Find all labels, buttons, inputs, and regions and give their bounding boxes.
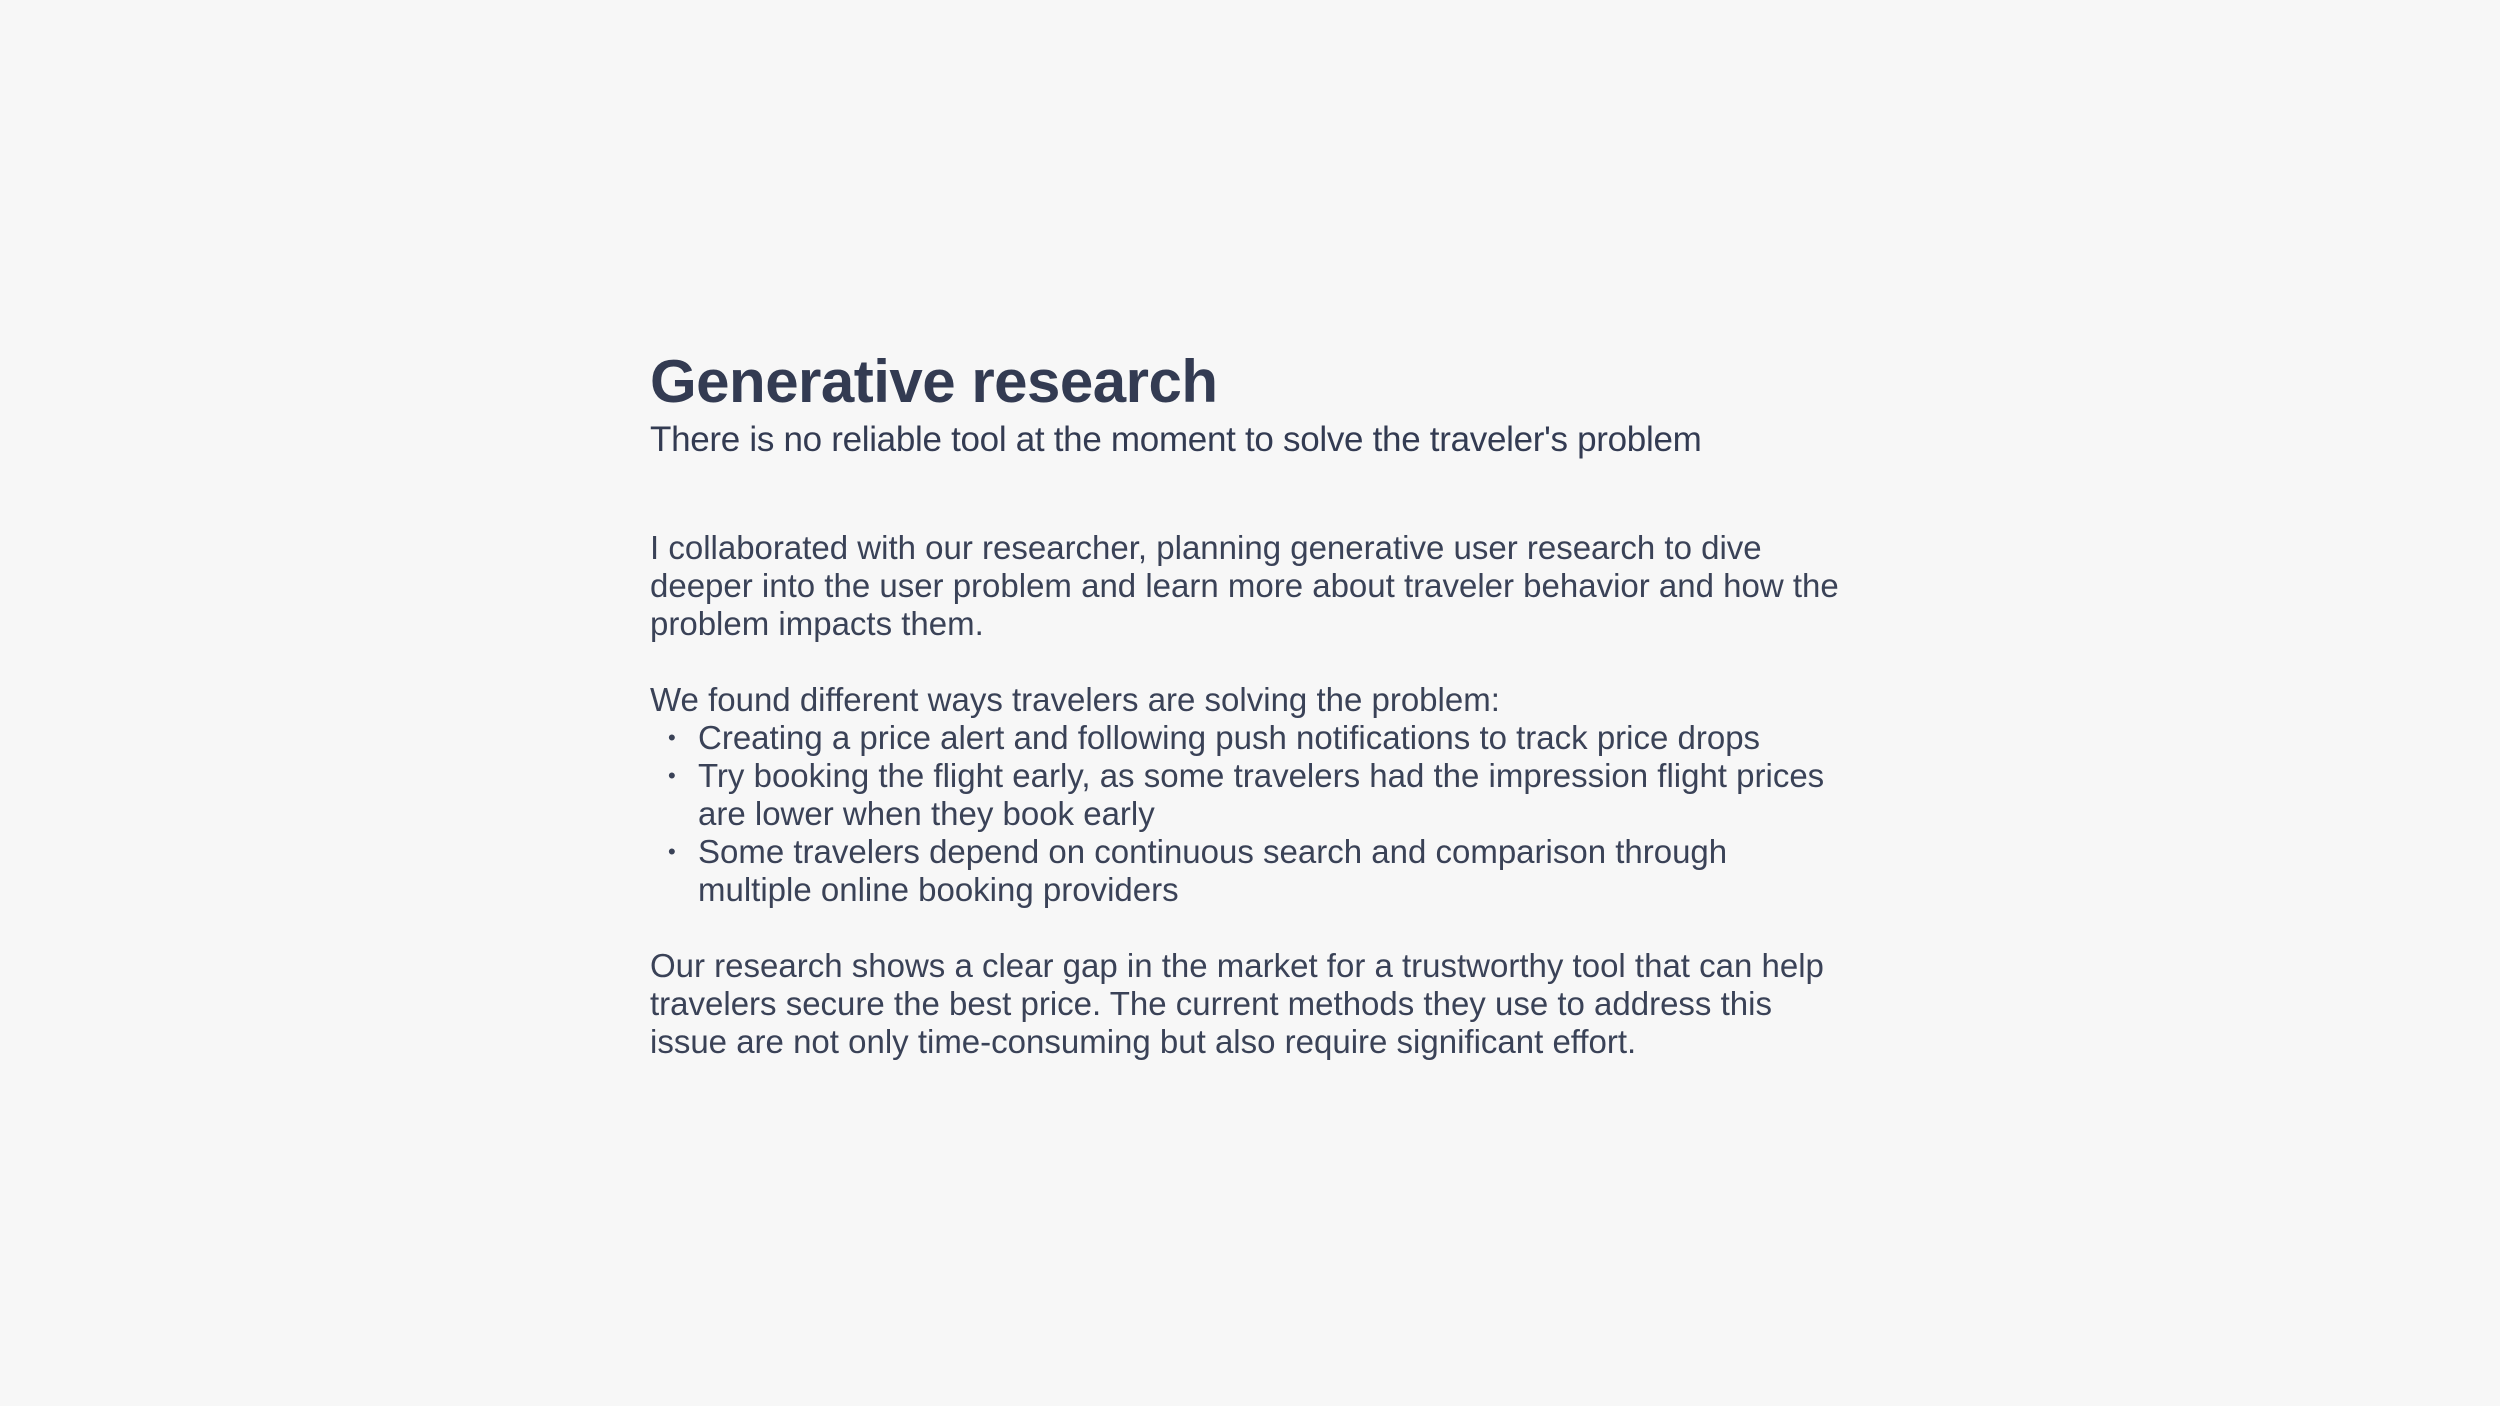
bullet-icon: • [668,763,676,788]
page-title: Generative research [650,348,1218,415]
bullet-icon: • [668,725,676,750]
conclusion-paragraph: Our research shows a clear gap in the market for a trustworthy tool that can help travelers secure the best price. The current methods they use to address this issue are not only time-consuming but also require significant effort. [650,947,1824,1060]
list-item [650,757,1850,833]
bullet-icon: • [668,839,676,864]
list-item [650,833,1850,909]
findings-lead: We found different ways travelers are solving the problem: [650,681,1500,718]
list-item-text: Try booking the flight early, as some travelers had the impression flight prices are lower when they book early [698,757,1825,832]
page-subtitle: There is no reliable tool at the moment to solve the traveler's problem [650,420,1702,459]
list-item-text: Some travelers depend on continuous search and comparison through multiple online booking providers [698,833,1728,908]
body-text [650,529,1850,1061]
findings-list [650,719,1850,909]
list-item [650,719,1850,757]
content-block [650,346,1850,1061]
list-item-text: Creating a price alert and following push notifications to track price drops [698,719,1761,756]
intro-paragraph: I collaborated with our researcher, planning generative user research to dive deeper into the user problem and learn more about traveler behavior and how the problem impacts them. [650,529,1839,642]
